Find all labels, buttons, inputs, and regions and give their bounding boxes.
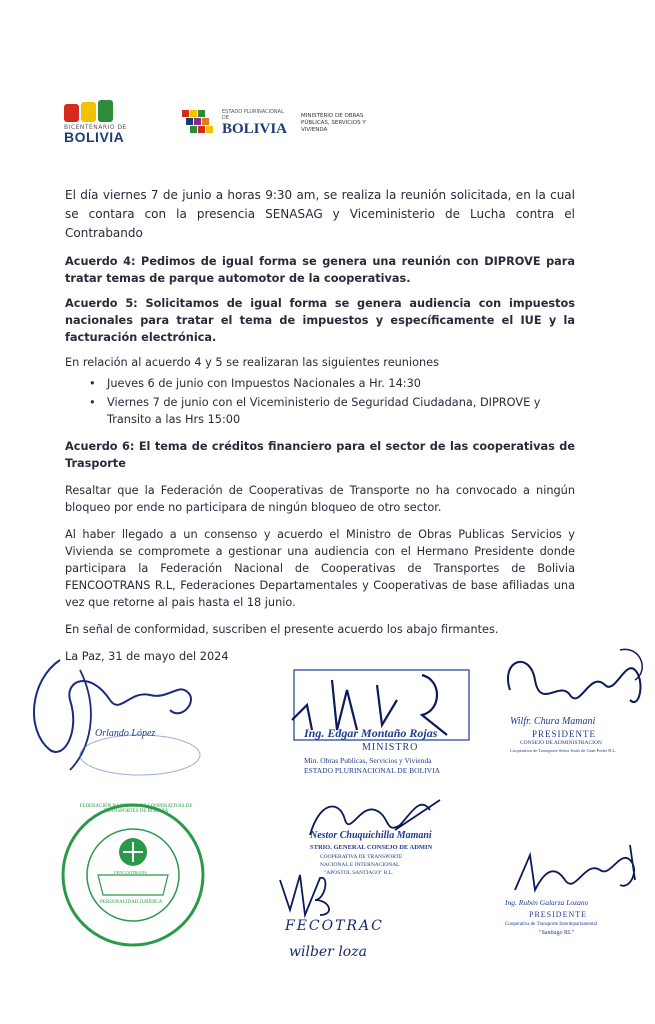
paragraph-meeting: El día viernes 7 de junio a horas 9:30 am, se realiza la reunión solicitada, en la cual se contara con la presencia SENASAG y Viceministerio de Lucha contra el Contrabando <box>65 188 575 240</box>
signature-5-line1: Cooperativa de Transporte Interdepartamental <box>505 922 598 927</box>
signature-5-title: PRESIDENTE <box>529 910 587 919</box>
ministry-name-line1: MINISTERIO DE OBRAS <box>301 112 364 119</box>
signature-5-scribble <box>505 840 655 900</box>
bicentenario-name: BOLIVIA <box>64 129 125 145</box>
signature-1 <box>20 640 220 790</box>
signature-4-name: Nestor Chuquichilla Mamani <box>310 830 432 841</box>
signature-3-name: Wilfr. Chura Mamani <box>510 716 596 727</box>
signature-2 <box>282 660 482 790</box>
paragraph-acuerdo-5: Acuerdo 5: Solicitamos de igual forma se genera audiencia con impuestos nacionales para tratar el tema de impuestos y específicamente el IUE y la facturación electrónica. <box>65 297 575 344</box>
signature-3-line2: Cooperativa de Transporte Señor Jesús de Gran Poder R.L. <box>510 748 617 753</box>
signature-2-name: Ing. Edgar Montaño Rojas <box>304 726 438 740</box>
paragraph-conformidad: En señal de conformidad, suscriben el presente acuerdo los abajo firmantes. <box>65 623 499 636</box>
signature-4-line2: NACIONAL E INTERNACIONAL <box>320 862 400 868</box>
signature-4-line3: "APOSTOL SANTIAGO" R.L. <box>324 870 394 876</box>
wiphala-icon <box>180 106 216 140</box>
ministry-logo-tagline: ESTADO PLURINACIONAL DE <box>222 108 284 121</box>
signature-2-line1: Min. Obras Publicas, Servicios y Vivienda <box>304 756 432 765</box>
signature-6-scribble <box>275 870 355 920</box>
signature-3-title: PRESIDENTE <box>532 729 596 739</box>
paragraph-resaltar: Resaltar que la Federación de Cooperativas de Transporte no ha convocado a ningún bloqueo por ende no participara de ningún bloqueo de otro sector. <box>65 484 575 514</box>
signature-5 <box>505 840 655 950</box>
signature-3 <box>490 640 650 770</box>
bicentenario-logo <box>64 100 132 148</box>
document-date: La Paz, 31 de mayo del 2024 <box>65 650 229 663</box>
list-item: • Jueves 6 de junio con Impuestos Nacionales a Hr. 14:30 <box>89 375 575 392</box>
signature-2-title: MINISTRO <box>362 742 419 753</box>
ministry-logo-name: BOLIVIA <box>222 120 288 137</box>
signature-2-line2: ESTADO PLURINACIONAL DE BOLIVIA <box>304 766 440 775</box>
meetings-list <box>89 375 575 428</box>
ministry-name-line2: PÚBLICAS, SERVICIOS Y VIVIENDA <box>301 119 366 133</box>
signature-1-scribble <box>20 640 220 790</box>
paragraph-consenso: Al haber llegado a un consenso y acuerdo el Ministro de Obras Publicas Servicios y Vivienda se compromete a gestionar una audiencia con el Hermano Presidente donde participara la Federación Nacional de Cooperativas de Transportes de Bolivia FENCOOTRANS R.L, Federaciones Departamentales y Cooperativas de base afiliadas una vez que retorne al pais hasta el 18 junio. <box>65 528 575 609</box>
document-body <box>65 186 575 673</box>
fencootrans-seal <box>58 800 208 950</box>
signature-5-name: Ing. Rubén Galarza Lozano <box>505 898 589 907</box>
seal-bottom-text: PERSONALIDAD JURÍDICA <box>100 900 163 905</box>
signature-5-line2: "Santiago RL" <box>539 930 575 936</box>
paragraph-acuerdo-4: Acuerdo 4: Pedimos de igual forma se genera una reunión con DIPROVE para tratar temas de parque automotor de la cooperativas. <box>65 255 575 285</box>
bicentenario-tagline: BICENTENARIO DE <box>64 124 127 131</box>
signature-1-name: Orlando López <box>95 728 156 739</box>
signature-6 <box>275 870 395 980</box>
seal-graphic <box>58 800 208 950</box>
handwritten-wilber-loza: wilber loza <box>289 944 367 960</box>
signature-4-title: STRIO. GENERAL CONSEJO DE ADMIN <box>310 844 433 851</box>
list-item: • Viernes 7 de junio con el Viceministerio de Seguridad Ciudadana, DIPROVE y Transito a las Hrs 15:00 <box>89 394 575 428</box>
paragraph-relacion: En relación al acuerdo 4 y 5 se realizaran las siguientes reuniones <box>65 356 440 369</box>
signature-3-line1: CONSEJO DE ADMINISTRACION <box>520 740 602 746</box>
ministry-logo <box>180 104 380 142</box>
paragraph-acuerdo-6: Acuerdo 6: El tema de créditos financiero para el sector de las cooperativas de Trasporte <box>65 440 575 470</box>
seal-center-text: FENCOOTRANS <box>114 870 147 875</box>
bicentenario-logo-mark <box>64 100 132 122</box>
handwritten-fecotrac: FECOTRAC <box>285 918 384 934</box>
seal-ring-text: FEDERACIÓN NACIONAL DE COOPERATIVAS DE TRANSPORTES DE BOLIVIA <box>79 804 193 814</box>
signature-4-line1: COOPERATIVA DE TRANSPORTE <box>320 854 403 860</box>
